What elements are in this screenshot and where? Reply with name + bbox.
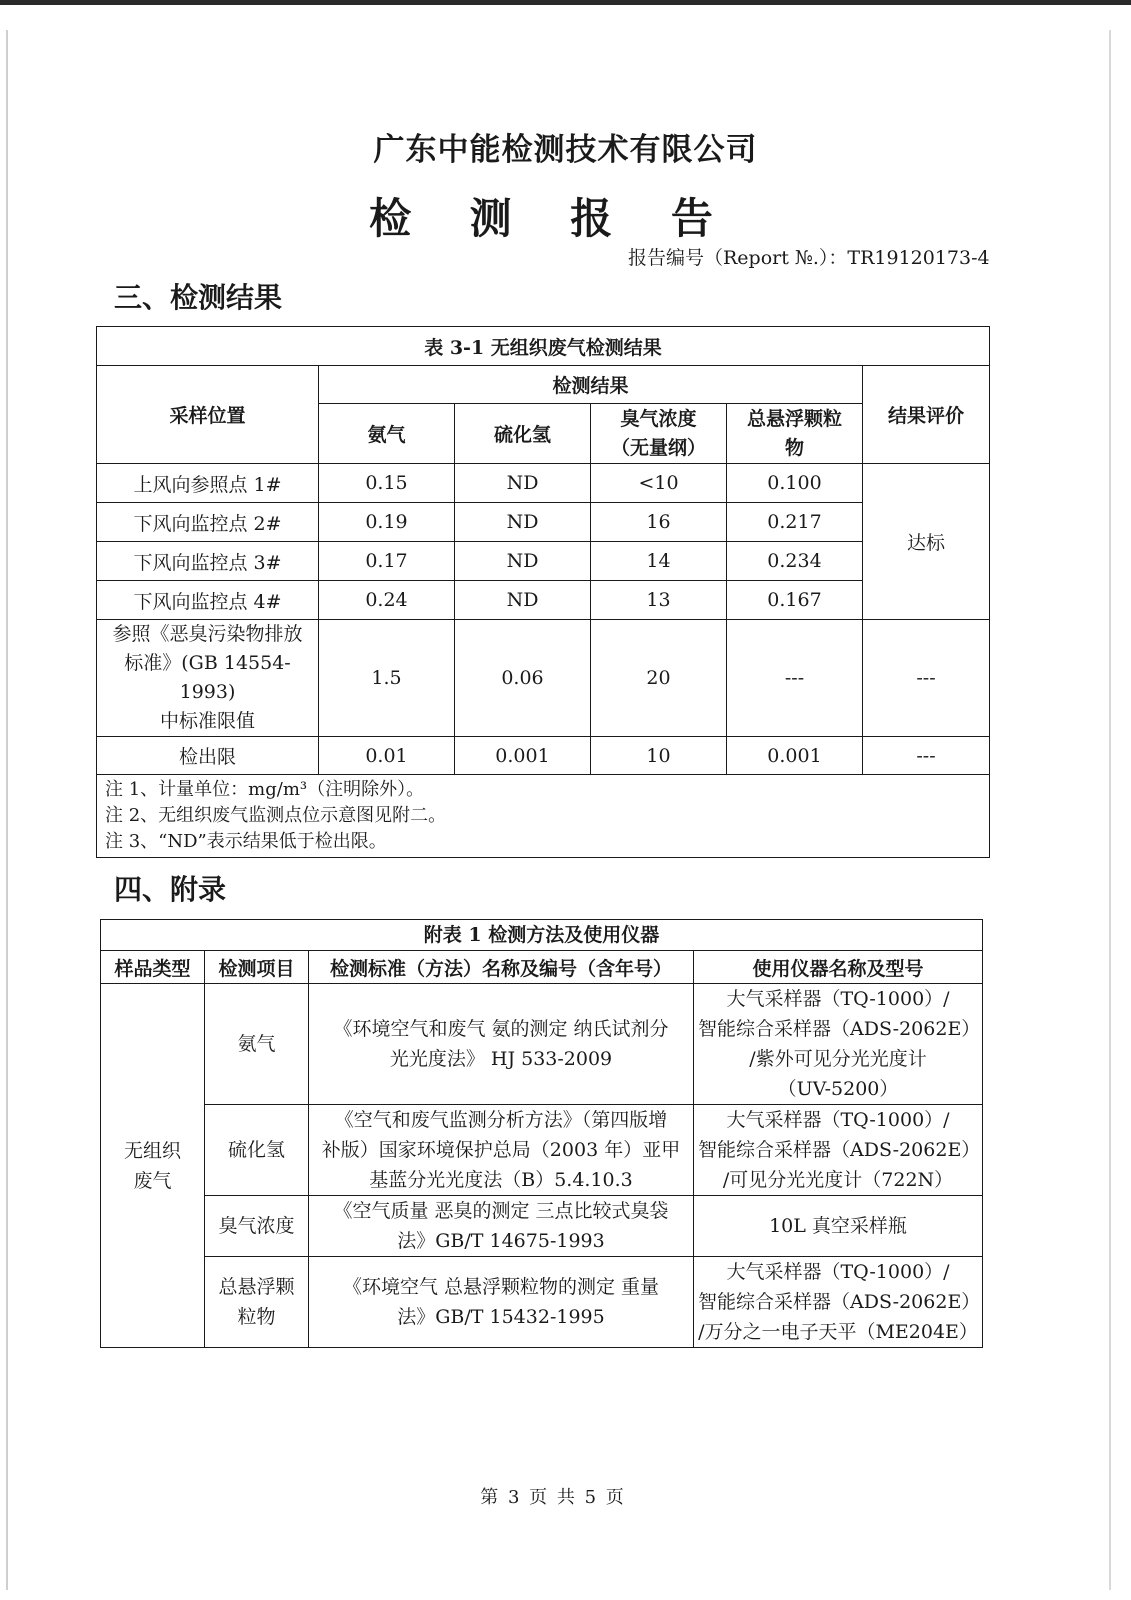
note-2: 注 2、无组织废气监测点位示意图见附二。 xyxy=(105,805,447,826)
method-line1: 《空气质量 恶臭的测定 三点比较式臭袋 xyxy=(333,1200,669,1222)
header-test-results: 检测结果 xyxy=(319,366,863,404)
cell-hydrogen-sulfide: ND xyxy=(455,464,591,503)
table-row xyxy=(97,581,990,620)
cell-item xyxy=(205,1257,309,1348)
instrument-line1: 大气采样器（TQ-1000）/ xyxy=(726,1109,950,1131)
header-method: 检测标准（方法）名称及编号（含年号） xyxy=(309,951,694,984)
report-number: 报告编号（Report №.）：TR19120173-4 xyxy=(628,247,990,269)
table-row xyxy=(101,1105,983,1196)
header-instrument: 使用仪器名称及型号 xyxy=(694,951,983,984)
cell-location: 下风向监控点 4# xyxy=(97,581,319,620)
header-evaluation: 结果评价 xyxy=(863,366,990,464)
cell-method xyxy=(309,1257,694,1348)
methods-table xyxy=(100,919,983,1348)
cell-lod-odor: 10 xyxy=(591,737,727,775)
cell-hydrogen-sulfide: ND xyxy=(455,581,591,620)
method-line1: 《空气和废气监测分析方法》（第四版增 xyxy=(334,1109,668,1131)
instrument-line1: 10L 真空采样瓶 xyxy=(769,1215,907,1237)
instrument-line3: /紫外可见分光光度计 xyxy=(749,1048,927,1070)
table-row xyxy=(97,503,990,542)
item-line1: 总悬浮颗 xyxy=(218,1276,295,1298)
page-footer: 第 3 页 共 5 页 xyxy=(480,1487,624,1508)
note-3: 注 3、“ND”表示结果低于检出限。 xyxy=(105,831,387,852)
header-ammonia: 氨气 xyxy=(319,404,455,464)
instrument-line3: /可见分光光度计（722N） xyxy=(722,1169,954,1191)
instrument-line1: 大气采样器（TQ-1000）/ xyxy=(726,988,950,1010)
cell-location: 下风向监控点 2# xyxy=(97,503,319,542)
method-line3: 基蓝分光光度法（B）5.4.10.3 xyxy=(369,1169,633,1191)
instrument-line2: 智能综合采样器（ADS-2062E） xyxy=(698,1018,981,1040)
section-title-appendix: 四、附录 xyxy=(114,873,227,906)
cell-lod-label: 检出限 xyxy=(97,737,319,775)
note-1: 注 1、计量单位：mg/m³（注明除外）。 xyxy=(105,779,425,800)
cell-lod-ammonia: 0.01 xyxy=(319,737,455,775)
cell-method xyxy=(309,1105,694,1196)
table-notes xyxy=(97,775,990,858)
header-sampling-location: 采样位置 xyxy=(97,366,319,464)
method-line2: 法》GB/T 15432-1995 xyxy=(397,1306,605,1328)
scan-edge-top xyxy=(0,0,1131,5)
cell-location: 下风向监控点 3# xyxy=(97,542,319,581)
header-tsp-line2: 物 xyxy=(784,436,804,459)
cell-odor: 14 xyxy=(591,542,727,581)
cell-lod-tsp: 0.001 xyxy=(727,737,863,775)
item-line1: 氨气 xyxy=(237,1033,276,1055)
cell-lod-evaluation: --- xyxy=(863,737,990,775)
sample-type-line2: 废气 xyxy=(133,1169,172,1192)
item-line1: 硫化氢 xyxy=(227,1139,285,1161)
cell-ammonia: 0.17 xyxy=(319,542,455,581)
standard-label-line1: 参照《恶臭污染物排放 xyxy=(112,623,303,645)
cell-ammonia: 0.15 xyxy=(319,464,455,503)
header-tsp xyxy=(727,404,863,464)
cell-item xyxy=(205,1196,309,1257)
cell-method xyxy=(309,984,694,1105)
item-line1: 臭气浓度 xyxy=(218,1215,295,1237)
cell-hydrogen-sulfide: ND xyxy=(455,503,591,542)
header-sample-type: 样品类型 xyxy=(101,951,205,984)
cell-hydrogen-sulfide: ND xyxy=(455,542,591,581)
scan-edge-left xyxy=(6,30,8,1590)
method-line2: 法》GB/T 14675-1993 xyxy=(397,1230,605,1252)
cell-instrument xyxy=(694,984,983,1105)
section-title-results: 三、检测结果 xyxy=(114,281,283,314)
instrument-line3: /万分之一电子天平（ME204E） xyxy=(698,1321,978,1343)
cell-sample-type xyxy=(101,984,205,1348)
instrument-line1: 大气采样器（TQ-1000）/ xyxy=(726,1261,950,1283)
results-table-caption: 表 3-1 无组织废气检测结果 xyxy=(97,327,990,366)
instrument-line2: 智能综合采样器（ADS-2062E） xyxy=(698,1291,981,1313)
method-line2: 光光度法》 HJ 533-2009 xyxy=(389,1048,613,1070)
table-row xyxy=(101,984,983,1105)
standard-label-line3: 中标准限值 xyxy=(159,710,255,732)
table-row xyxy=(101,1257,983,1348)
cell-tsp: 0.100 xyxy=(727,464,863,503)
company-name: 广东中能检测技术有限公司 xyxy=(373,132,758,168)
item-line2: 粒物 xyxy=(237,1306,276,1328)
cell-standard-ammonia: 1.5 xyxy=(319,620,455,737)
cell-instrument xyxy=(694,1196,983,1257)
instrument-line4: （UV-5200） xyxy=(777,1078,899,1100)
method-line1: 《环境空气 总悬浮颗粒物的测定 重量 xyxy=(342,1276,660,1298)
cell-method xyxy=(309,1196,694,1257)
report-title: 检 测 报 告 xyxy=(369,194,735,243)
table-row xyxy=(101,1196,983,1257)
header-odor-line1: 臭气浓度 xyxy=(620,407,697,430)
cell-odor: <10 xyxy=(591,464,727,503)
cell-instrument xyxy=(694,1257,983,1348)
cell-item xyxy=(205,1105,309,1196)
sample-type-line1: 无组织 xyxy=(123,1139,181,1162)
methods-table-caption: 附表 1 检测方法及使用仪器 xyxy=(101,920,983,951)
header-test-item: 检测项目 xyxy=(205,951,309,984)
cell-tsp: 0.217 xyxy=(727,503,863,542)
table-row xyxy=(97,542,990,581)
header-odor xyxy=(591,404,727,464)
cell-instrument xyxy=(694,1105,983,1196)
cell-tsp: 0.234 xyxy=(727,542,863,581)
detection-limit-row xyxy=(97,737,990,775)
cell-ammonia: 0.24 xyxy=(319,581,455,620)
instrument-line2: 智能综合采样器（ADS-2062E） xyxy=(698,1139,981,1161)
header-hydrogen-sulfide: 硫化氢 xyxy=(455,404,591,464)
cell-odor: 16 xyxy=(591,503,727,542)
cell-tsp: 0.167 xyxy=(727,581,863,620)
header-tsp-line1: 总悬浮颗粒 xyxy=(746,407,842,430)
cell-evaluation: 达标 xyxy=(863,464,990,620)
method-line1: 《环境空气和废气 氨的测定 纳氏试剂分 xyxy=(333,1018,669,1040)
header-odor-line2: （无量纲） xyxy=(610,436,706,459)
cell-location: 上风向参照点 1# xyxy=(97,464,319,503)
results-table xyxy=(96,326,990,858)
standard-label-line2: 标准》(GB 14554-1993) xyxy=(124,652,291,703)
method-line2: 补版）国家环境保护总局（2003 年）亚甲 xyxy=(321,1139,681,1161)
cell-ammonia: 0.19 xyxy=(319,503,455,542)
cell-standard-hydrogen-sulfide: 0.06 xyxy=(455,620,591,737)
cell-odor: 13 xyxy=(591,581,727,620)
cell-standard-tsp: --- xyxy=(727,620,863,737)
cell-standard-odor: 20 xyxy=(591,620,727,737)
cell-standard-label xyxy=(97,620,319,737)
cell-lod-hydrogen-sulfide: 0.001 xyxy=(455,737,591,775)
scan-edge-right xyxy=(1109,30,1111,1590)
standard-limit-row xyxy=(97,620,990,737)
cell-item xyxy=(205,984,309,1105)
cell-standard-evaluation: --- xyxy=(863,620,990,737)
table-row xyxy=(97,464,990,503)
